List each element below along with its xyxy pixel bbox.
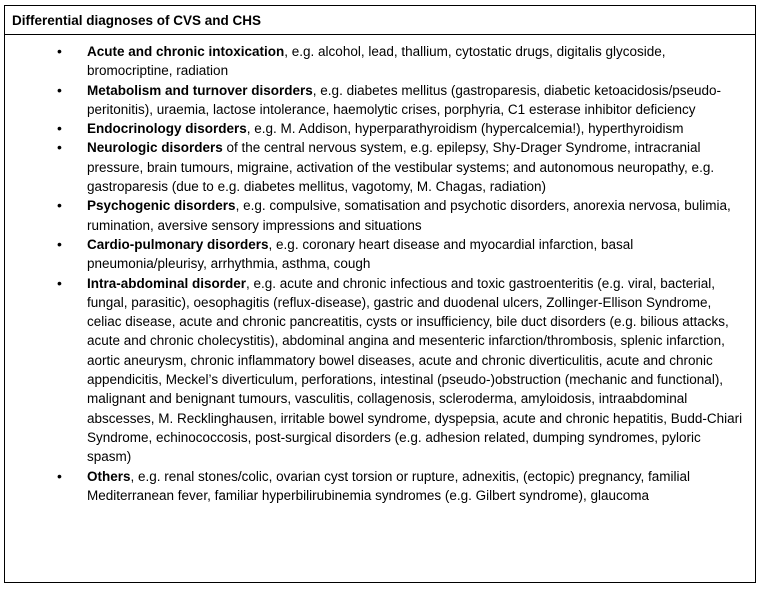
item-text: of the central nervous system, e.g. epilepsy, Shy-Drager Syndrome, intracranial pressure, brain tumours, migraine, activation of the vestibular systems; and autonomous neuropathy, e.g. gastroparesis (due to e.g. diabetes mellitus, vagotomy, M. Chagas, radiation): [87, 140, 715, 195]
diagnoses-list: [5, 35, 755, 505]
bullet-icon: •: [57, 274, 62, 291]
list-item: [5, 235, 747, 274]
bullet-icon: •: [57, 139, 62, 156]
item-term: Neurologic disorders: [87, 140, 223, 156]
list-item: [5, 119, 747, 138]
diagnoses-table: [4, 5, 756, 583]
item-text: , e.g. renal stones/colic, ovarian cyst torsion or rupture, adnexitis, (ectopic) pregnancy, familial Mediterranean fever, familiar hyperbilirubinemia syndromes (e.g. Gilbert syndrome), glaucoma: [87, 468, 691, 503]
list-item: [5, 138, 747, 196]
list-item: [5, 42, 747, 81]
bullet-icon: •: [57, 235, 62, 252]
table-title: Differential diagnoses of CVS and CHS: [12, 13, 262, 28]
item-term: Others: [87, 468, 131, 484]
list-item: [5, 467, 747, 506]
item-term: Intra-abdominal disorder: [87, 275, 247, 291]
list-item: [5, 196, 747, 235]
list-item: [5, 274, 747, 467]
item-term: Acute and chronic intoxication: [87, 44, 285, 59]
item-term: Metabolism and turnover disorders: [87, 82, 313, 98]
bullet-icon: •: [57, 467, 62, 484]
item-text: , e.g. diabetes mellitus (gastroparesis, diabetic ketoacidosis/pseudo-peritonitis), uraemia, lactose intolerance, haemolytic crises, porphyria, C1 esterase inhibitor deficiency: [87, 82, 722, 117]
bullet-icon: •: [57, 43, 62, 59]
item-text: , e.g. compulsive, somatisation and psychotic disorders, anorexia nervosa, bulimia, rumination, aversive sensory impressions and situations: [87, 198, 731, 233]
list-item: [5, 81, 747, 120]
item-text: , e.g. M. Addison, hyperparathyroidism (hypercalcemia!), hyperthyroidism: [246, 121, 684, 137]
item-text: , e.g. coronary heart disease and myocardial infarction, basal pneumonia/pleurisy, arrhythmia, asthma, cough: [87, 236, 634, 272]
bullet-icon: •: [57, 81, 62, 98]
item-term: Cardio-pulmonary disorders: [87, 236, 269, 252]
bullet-icon: •: [57, 197, 62, 214]
item-text: , e.g. alcohol, lead, thallium, cytostatic drugs, digitalis glycoside, bromocriptine, radiation: [87, 44, 666, 79]
item-term: Psychogenic disorders: [87, 198, 236, 214]
table-header: [5, 6, 755, 35]
bullet-icon: •: [57, 120, 62, 137]
item-term: Endocrinology disorders: [87, 121, 247, 137]
item-text: , e.g. acute and chronic infectious and toxic gastroenteritis (e.g. viral, bacterial, fungal, parasitic), oesophagitis (reflux-disease), gastric and duodenal ulcers, Zollinger-Ellison Syndrome, celiac disease, acute and chronic pancreatitis, cysts or insufficiency, bile duct disorders (e.g. bilious attacks, acute and chronic cholecystitis), abdominal angina and mesenteric infarction/thrombosis, splenic infarction, aortic aneurysm, chronic inflammatory bowel diseases, acute and chronic diverticulitis, acute and chronic appendicitis, Meckel’s diverticulum, perforations, intestinal (pseudo-)obstruction (mechanic and functional), malignant and benignant tumours, vasculitis, collagenosis, scleroderma, amyloidosis, intraabdominal abscesses, M. Recklinghausen, irritable bowel syndrome, dyspepsia, acute and chronic hepatitis, Budd-Chiari Syndrome, echinococcosis, post-surgical disorders (e.g. adhesion related, dumping syndromes, pyloric spasm): [87, 275, 743, 465]
